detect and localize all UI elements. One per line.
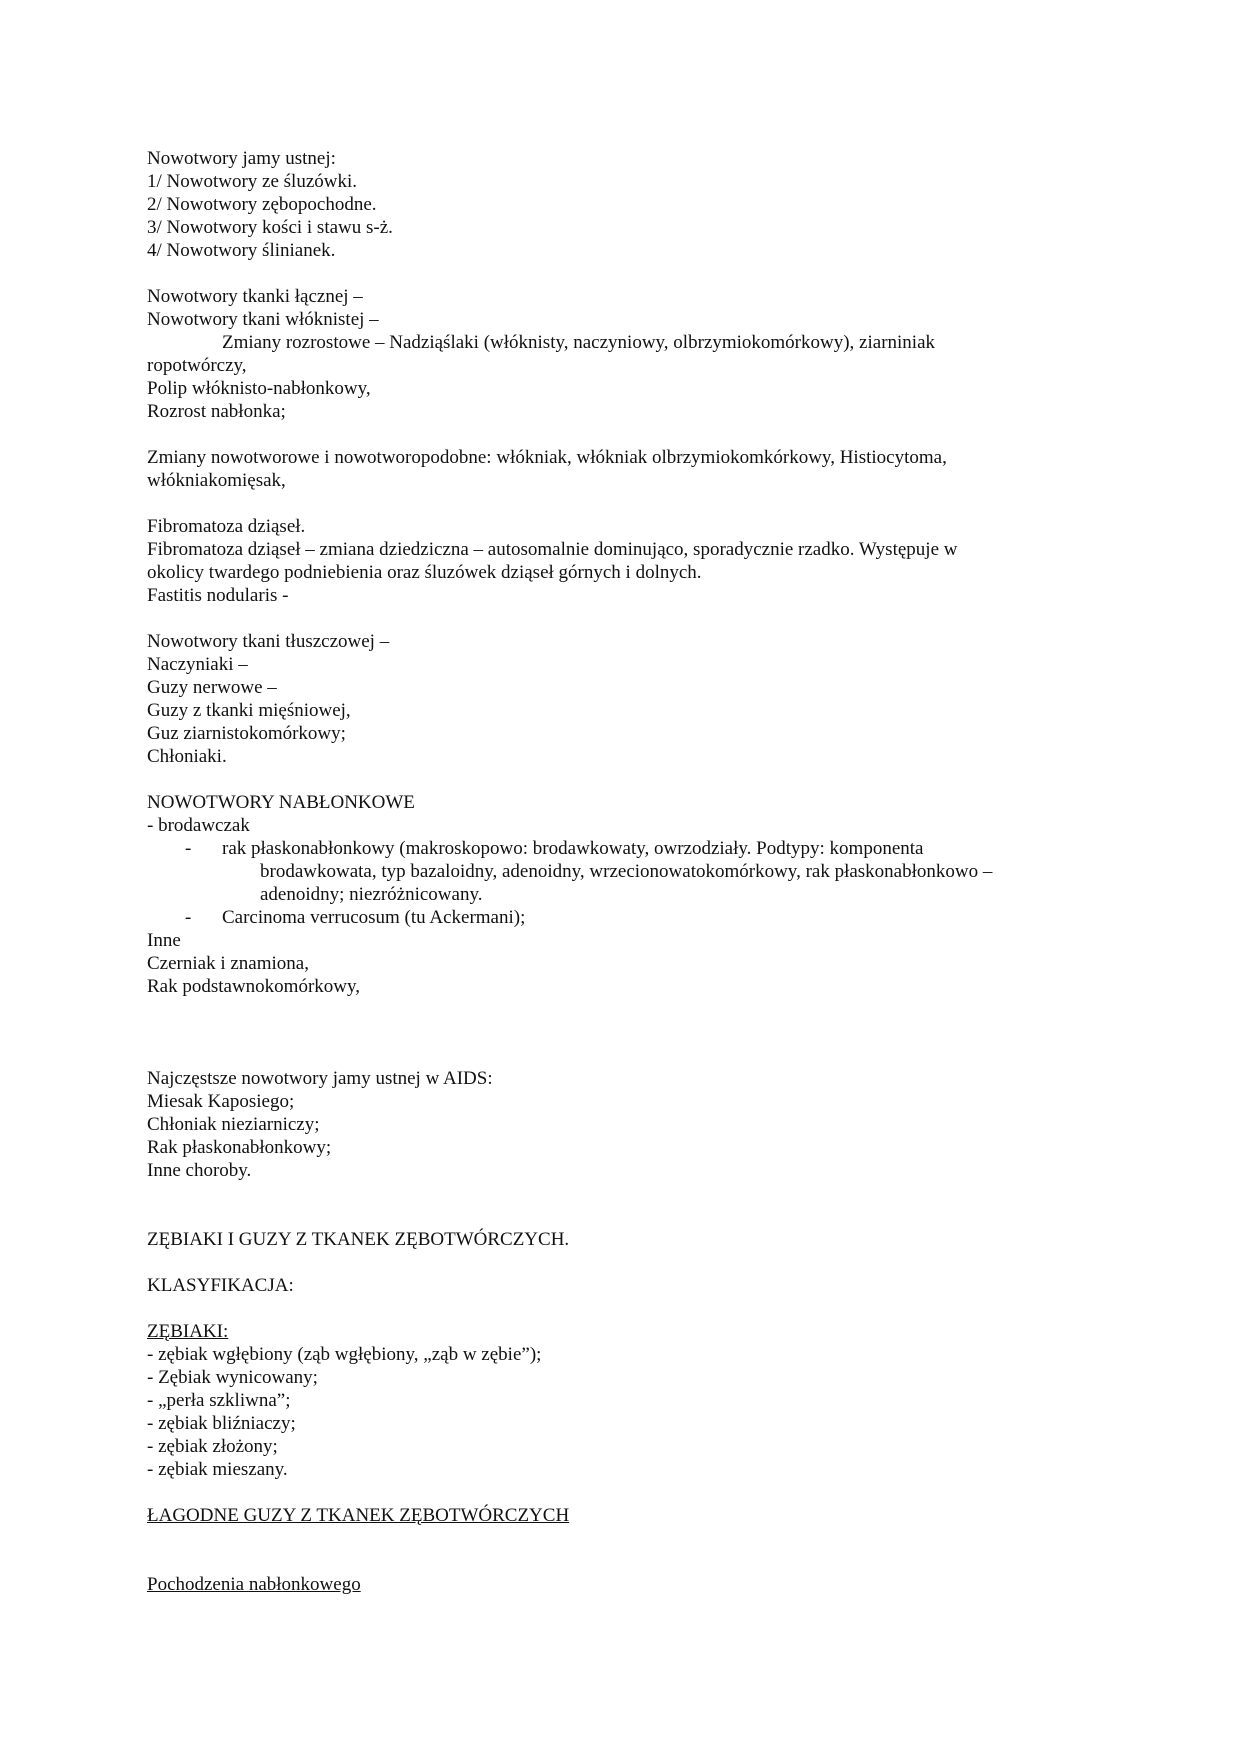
odontoma-item: - zębiak złożony;	[147, 1436, 278, 1457]
odontoma-item: - „perła szkliwna”;	[147, 1390, 291, 1411]
intro-heading: Nowotwory jamy ustnej:	[147, 148, 336, 169]
dash-item-text: rak płaskonabłonkowy (makroskopowo: brodawkowaty, owrzodziały. Podtypy: komponenta	[222, 838, 924, 859]
dash-bullet: -	[185, 838, 192, 859]
odontoma-item: - zębiak mieszany.	[147, 1459, 288, 1480]
intro-item: 2/ Nowotwory zębopochodne.	[147, 194, 377, 215]
epithelial-dash-cont	[147, 860, 1077, 883]
tissue-item: Guz ziarnistokomórkowy;	[147, 723, 346, 744]
dash-bullet: -	[185, 907, 192, 928]
epithelial-origin-heading: Pochodzenia nabłonkowego	[147, 1574, 361, 1595]
aids-item: Miesak Kaposiego;	[147, 1091, 295, 1112]
epithelial-dash-item	[147, 837, 1077, 860]
fibromatosis-line: Fibromatoza dziąseł – zmiana dziedziczna – autosomalnie dominująco, sporadycznie rzadko. Występuje w	[147, 539, 958, 560]
connective-line: Nowotwory tkanki łącznej –	[147, 286, 363, 307]
connective-line: Nowotwory tkani włóknistej –	[147, 309, 379, 330]
epithelial-other: Rak podstawnokomórkowy,	[147, 976, 361, 997]
dash-item-text: adenoidny; niezróżnicowany.	[260, 884, 483, 905]
connective-line: Rozrost nabłonka;	[147, 401, 286, 422]
intro-item: 1/ Nowotwory ze śluzówki.	[147, 171, 358, 192]
epithelial-other: Inne	[147, 930, 181, 951]
fibromatosis-line: okolicy twardego podniebienia oraz śluzówek dziąseł górnych i dolnych.	[147, 562, 702, 583]
epithelial-other: Czerniak i znamiona,	[147, 953, 309, 974]
epithelial-line: - brodawczak	[147, 815, 250, 836]
tissue-item: Nowotwory tkani tłuszczowej –	[147, 631, 390, 652]
neoplastic-line: włókniakomięsak,	[147, 470, 286, 491]
connective-line: Polip włóknisto-nabłonkowy,	[147, 378, 371, 399]
epithelial-heading: NOWOTWORY NABŁONKOWE	[147, 792, 415, 813]
odontoma-item: - zębiak bliźniaczy;	[147, 1413, 296, 1434]
benign-tumors-heading: ŁAGODNE GUZY Z TKANEK ZĘBOTWÓRCZYCH	[147, 1505, 570, 1526]
intro-item: 3/ Nowotwory kości i stawu s-ż.	[147, 217, 393, 238]
tissue-item: Guzy z tkanki mięśniowej,	[147, 700, 351, 721]
document-body	[147, 147, 1077, 1596]
connective-line: ropotwórczy,	[147, 355, 247, 376]
aids-item: Rak płaskonabłonkowy;	[147, 1137, 332, 1158]
aids-item: Chłoniak nieziarniczy;	[147, 1114, 320, 1135]
tissue-item: Naczyniaki –	[147, 654, 248, 675]
classification-heading: KLASYFIKACJA:	[147, 1275, 294, 1296]
intro-item: 4/ Nowotwory ślinianek.	[147, 240, 336, 261]
aids-item: Inne choroby.	[147, 1160, 252, 1181]
dash-item-text: brodawkowata, typ bazaloidny, adenoidny, wrzecionowatokomórkowy, rak płaskonabłonkowo –	[260, 861, 993, 882]
tissue-item: Guzy nerwowe –	[147, 677, 277, 698]
fibromatosis-line: Fibromatoza dziąseł.	[147, 516, 306, 537]
odontoma-item: - Zębiak wynicowany;	[147, 1367, 318, 1388]
epithelial-dash-cont	[147, 883, 1077, 906]
dash-item-text: Carcinoma verrucosum (tu Ackermani);	[222, 907, 526, 928]
neoplastic-line: Zmiany nowotworowe i nowotworopodobne: włókniak, włókniak olbrzymiokomkórkowy, Histiocytoma,	[147, 447, 947, 468]
fibromatosis-line: Fastitis nodularis -	[147, 585, 289, 606]
tissue-item: Chłoniaki.	[147, 746, 227, 767]
odontomas-heading: ZĘBIAKI I GUZY Z TKANEK ZĘBOTWÓRCZYCH.	[147, 1229, 570, 1250]
connective-line: Zmiany rozrostowe – Nadziąślaki (włóknisty, naczyniowy, olbrzymiokomórkowy), ziarniniak	[222, 332, 936, 353]
odontoma-item: - zębiak wgłębiony (ząb wgłębiony, „ząb w zębie”);	[147, 1344, 542, 1365]
epithelial-dash-item	[147, 906, 1077, 929]
aids-heading: Najczęstsze nowotwory jamy ustnej w AIDS:	[147, 1068, 493, 1089]
odontomas-subheading: ZĘBIAKI:	[147, 1321, 229, 1342]
